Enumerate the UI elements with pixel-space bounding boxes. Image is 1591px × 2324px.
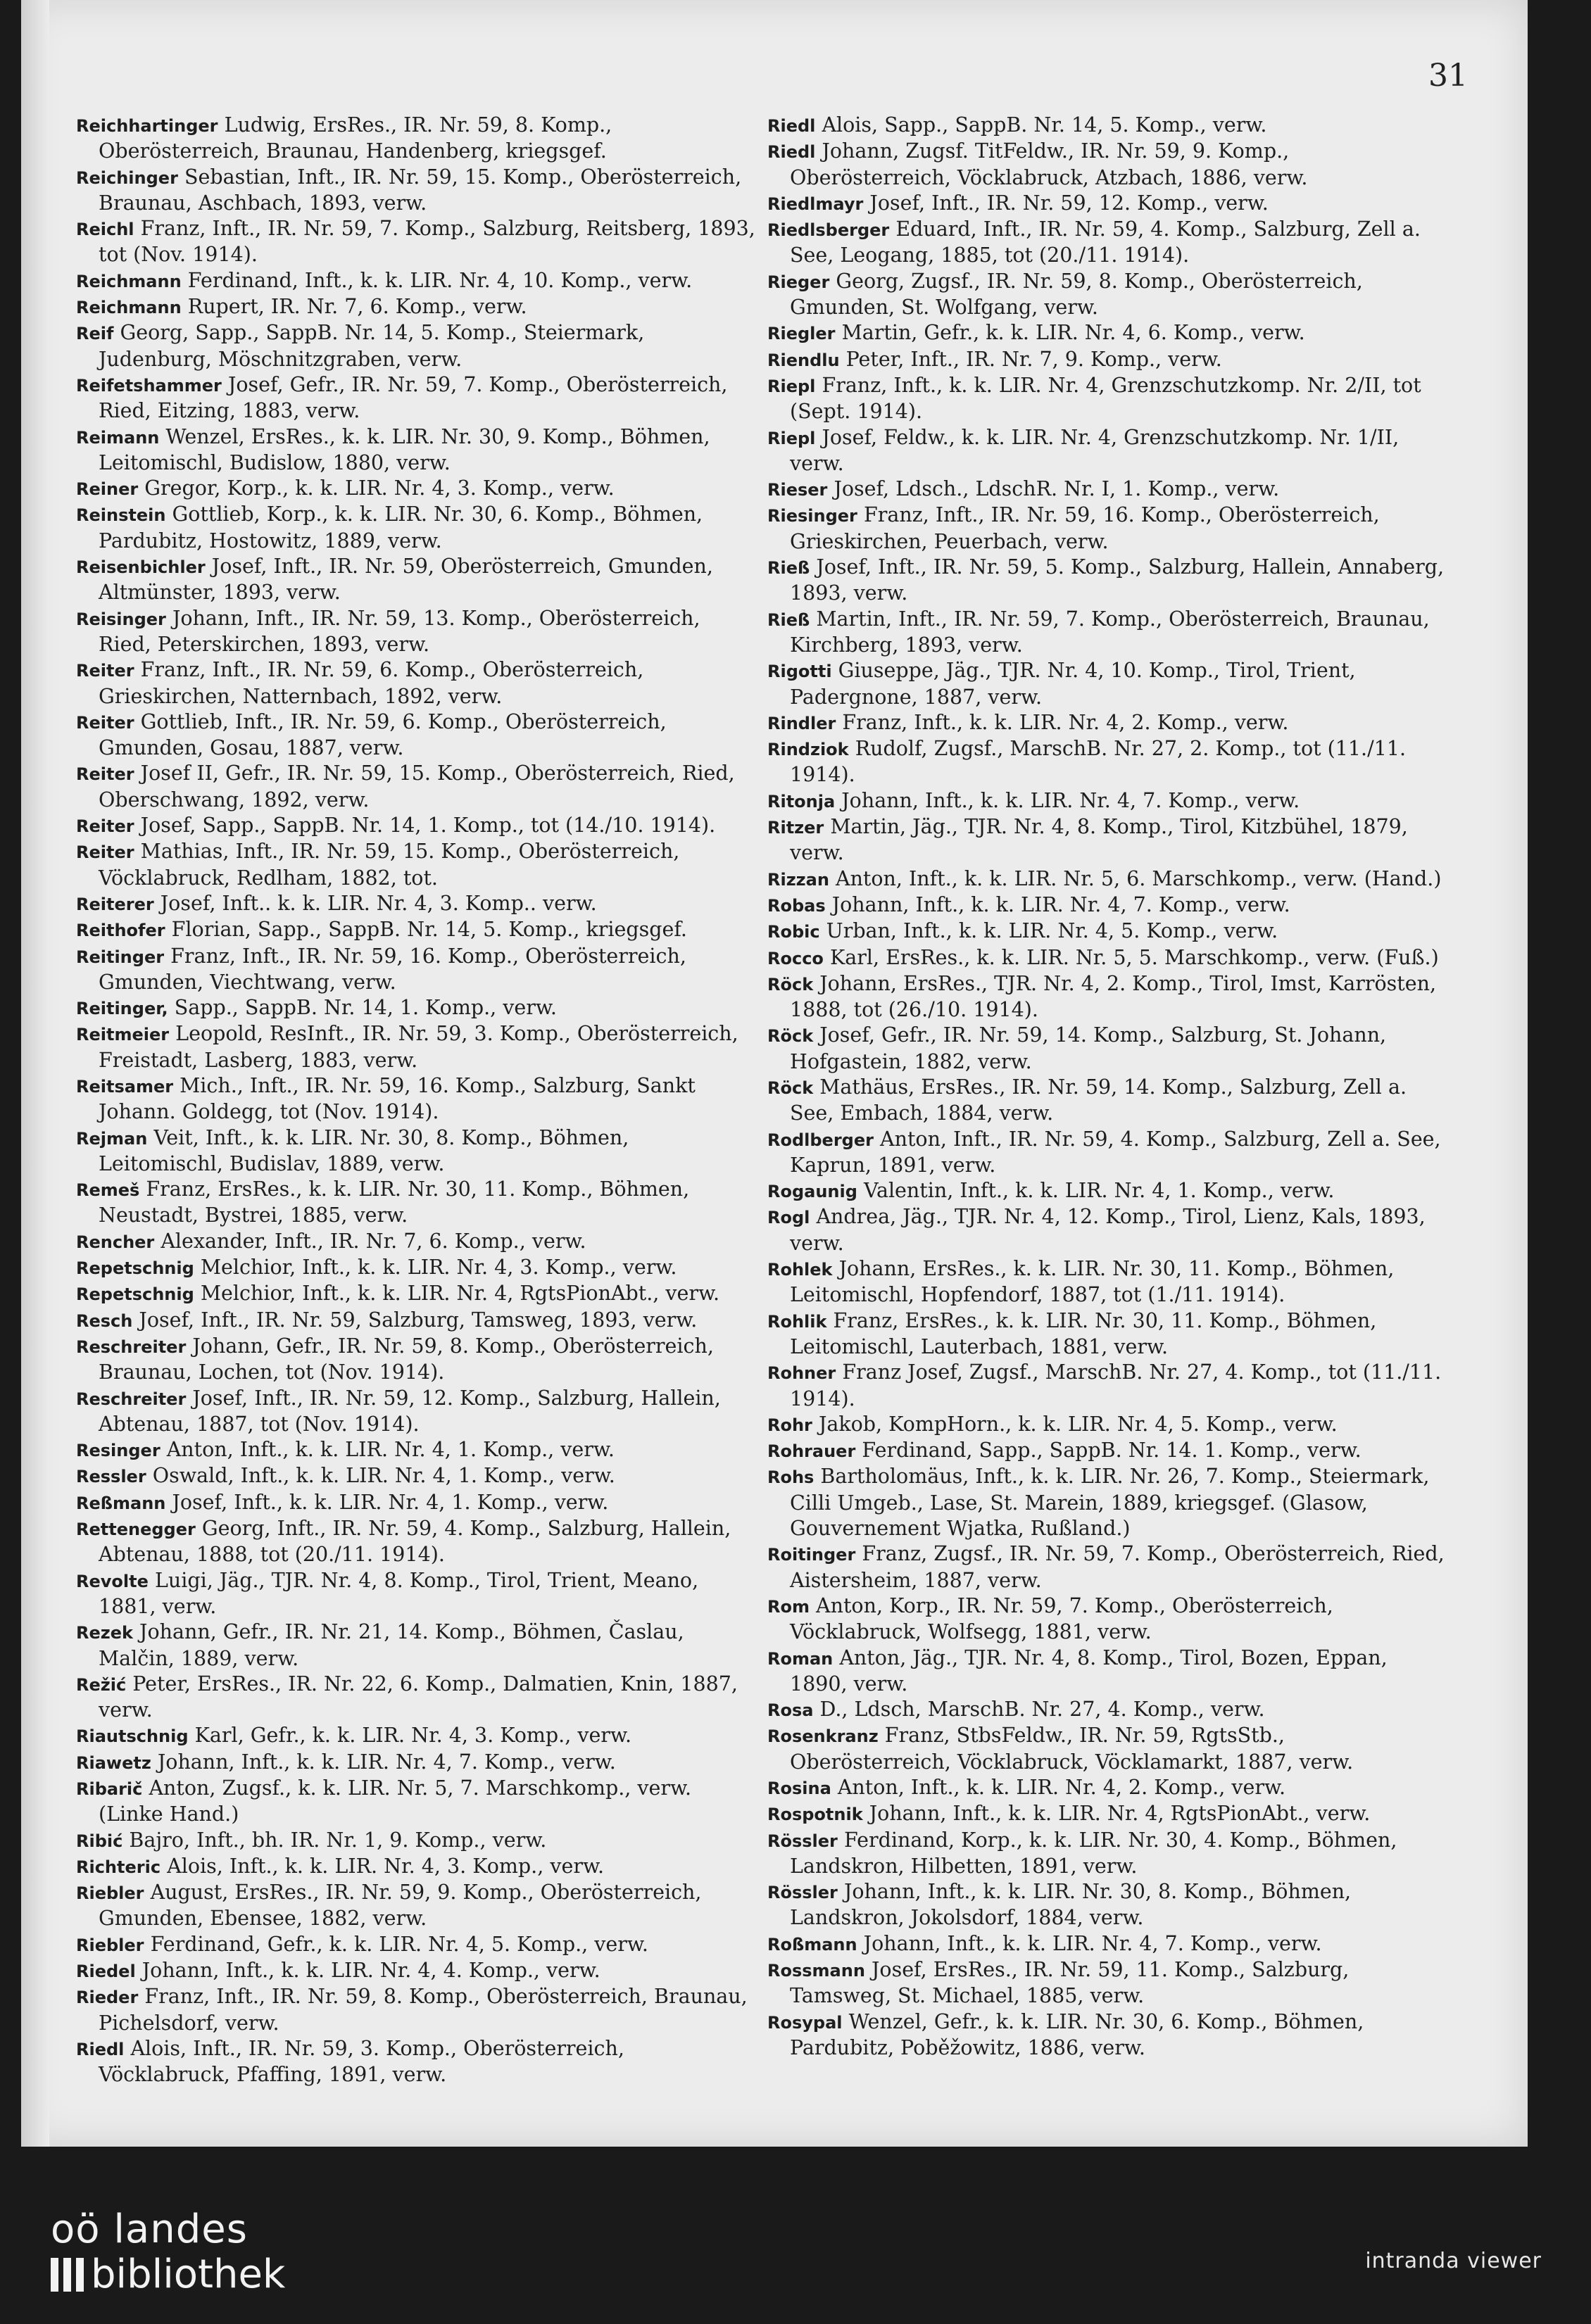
entry-surname: Rohlik — [767, 1311, 827, 1332]
entry-details: Ferdinand, Korp., k. k. LIR. Nr. 30, 4. Komp., Böhmen, Landskron, Hilbetten, 1891, verw. — [790, 1828, 1397, 1878]
entry-surname: Rohner — [767, 1363, 836, 1384]
entry-details: Franz, ErsRes., k. k. LIR. Nr. 30, 11. Komp., Böhmen, Neustadt, Bystrei, 1885, verw. — [99, 1177, 690, 1227]
register-entry — [767, 892, 1450, 918]
entry-surname: Reifetshammer — [76, 375, 222, 396]
register-entry — [767, 1828, 1450, 1880]
register-entry — [767, 347, 1450, 373]
register-entry — [76, 1854, 759, 1880]
register-entry — [767, 1204, 1450, 1256]
entry-details: Mathias, Inft., IR. Nr. 59, 15. Komp., Oberösterreich, Vöcklabruck, Redlham, 1882, tot. — [99, 840, 680, 890]
entry-surname: Riedel — [76, 1962, 136, 1982]
register-entry — [767, 476, 1450, 503]
register-entry — [76, 1334, 759, 1386]
entry-surname: Reiter — [76, 661, 134, 681]
entry-surname: Rettenegger — [76, 1520, 196, 1540]
entry-surname: Roßmann — [767, 1934, 857, 1954]
entry-details: Bartholomäus, Inft., k. k. LIR. Nr. 26, 7. Komp., Steiermark, Cilli Umgeb., Lase, St. Marein, 1889, kriegsgef. (Glasow, Gouvernement Wjatka, Rußland.) — [790, 1465, 1430, 1541]
entry-surname: Rosa — [767, 1700, 814, 1721]
entry-details: Martin, Inft., IR. Nr. 59, 7. Komp., Oberösterreich, Braunau, Kirchberg, 1893, verw. — [790, 607, 1430, 657]
entry-details: Mathäus, ErsRes., IR. Nr. 59, 14. Komp., Salzburg, Zell a. See, Embach, 1884, verw. — [790, 1075, 1407, 1125]
entry-details: Veit, Inft., k. k. LIR. Nr. 30, 8. Komp., Böhmen, Leitomischl, Budislav, 1889, verw. — [99, 1125, 629, 1175]
register-entry — [767, 1360, 1450, 1412]
entry-surname: Remeš — [76, 1180, 140, 1201]
entry-details: Alois, Sapp., SappB. Nr. 14, 5. Komp., verw. — [822, 113, 1267, 137]
entry-surname: Rossmann — [767, 1961, 865, 1981]
register-entry — [76, 891, 759, 917]
entry-surname: Reiter — [76, 842, 134, 863]
entry-surname: Rizzan — [767, 869, 829, 890]
register-entry — [76, 1776, 759, 1828]
entry-surname: Riedl — [767, 142, 816, 163]
entry-surname: Riedl — [767, 116, 816, 136]
register-entry — [767, 1931, 1450, 1957]
entry-surname: Reichhartinger — [76, 116, 218, 136]
entry-details: Gottlieb, Korp., k. k. LIR. Nr. 30, 6. Komp., Böhmen, Pardubitz, Hostowitz, 1889, verw. — [99, 503, 703, 552]
register-entry — [767, 658, 1450, 710]
entry-surname: Reisinger — [76, 609, 166, 629]
viewer-label[interactable]: intranda viewer — [1365, 2249, 1542, 2273]
entry-details: Franz, Zugsf., IR. Nr. 59, 7. Komp., Oberösterreich, Ried, Aistersheim, 1887, verw. — [790, 1542, 1445, 1592]
entry-details: Melchior, Inft., k. k. LIR. Nr. 4, RgtsPionAbt., verw. — [200, 1282, 720, 1306]
entry-details: Franz, Inft., IR. Nr. 59, 8. Komp., Oberösterreich, Braunau, Pichelsdorf, verw. — [99, 1985, 748, 2035]
entry-surname: Rieger — [767, 272, 830, 292]
entry-surname: Reiter — [76, 764, 134, 785]
register-entry — [76, 813, 759, 839]
entry-details: Johann, Inft., k. k. LIR. Nr. 4, RgtsPionAbt., verw. — [869, 1802, 1371, 1826]
entry-surname: Reitmeier — [76, 1025, 170, 1045]
entry-details: Johann, Inft., IR. Nr. 59, 13. Komp., Oberösterreich, Ried, Peterskirchen, 1893, verw. — [99, 606, 700, 656]
entry-details: Luigi, Jäg., TJR. Nr. 4, 8. Komp., Tirol, Trient, Meano, 1881, verw. — [99, 1568, 699, 1618]
register-entry — [76, 554, 759, 606]
entry-surname: Rosypal — [767, 2012, 843, 2033]
entry-details: Johann, Inft., k. k. LIR. Nr. 4, 7. Komp., verw. — [863, 1931, 1322, 1955]
entry-details: Georg, Sapp., SappB. Nr. 14, 5. Komp., Steiermark, Judenburg, Möschnitzgraben, verw. — [99, 321, 645, 371]
register-entry — [76, 216, 759, 268]
entry-surname: Roman — [767, 1648, 834, 1669]
register-entry — [767, 1464, 1450, 1541]
register-entry — [767, 1308, 1450, 1360]
entry-details: Johann, Inft., k. k. LIR. Nr. 4, 7. Komp., verw. — [841, 788, 1300, 812]
register-entry — [76, 1308, 759, 1334]
entry-surname: Reitinger — [76, 947, 165, 967]
register-entry — [767, 1412, 1450, 1438]
entry-surname: Rejman — [76, 1128, 148, 1149]
entry-surname: Röck — [767, 1078, 814, 1098]
register-entry — [76, 839, 759, 891]
entry-details: Alois, Inft., k. k. LIR. Nr. 4, 3. Komp., verw. — [167, 1854, 605, 1878]
entry-details: Johann, Inft., k. k. LIR. Nr. 4, 7. Komp., verw. — [831, 892, 1290, 916]
entry-surname: Ritzer — [767, 818, 824, 838]
register-entry — [767, 1023, 1450, 1075]
entry-details: Johann, Inft., k. k. LIR. Nr. 4, 7. Komp., verw. — [157, 1750, 616, 1774]
register-entry — [767, 1879, 1450, 1931]
entry-details: Franz, ErsRes., k. k. LIR. Nr. 30, 11. Komp., Böhmen, Leitomischl, Lauterbach, 1881, verw. — [790, 1308, 1377, 1358]
entry-details: Johann, Gefr., IR. Nr. 59, 8. Komp., Oberösterreich, Braunau, Lochen, tot (Nov. 1914). — [99, 1334, 714, 1384]
entry-surname: Reimann — [76, 427, 160, 448]
entry-details: Josef, Inft., IR. Nr. 59, 12. Komp., verw. — [869, 191, 1269, 215]
entry-details: Franz, Inft., IR. Nr. 59, 6. Komp., Oberösterreich, Grieskirchen, Natternbach, 1892, verw. — [99, 658, 644, 708]
entry-surname: Roitinger — [767, 1545, 856, 1565]
entry-surname: Robic — [767, 922, 820, 942]
entry-details: Jakob, KompHorn., k. k. LIR. Nr. 4, 5. Komp., verw. — [818, 1412, 1338, 1436]
entry-details: Franz, Inft., IR. Nr. 59, 16. Komp., Oberösterreich, Grieskirchen, Peuerbach, verw. — [790, 503, 1380, 553]
entry-details: Anton, Zugsf., k. k. LIR. Nr. 5, 7. Marschkomp., verw. (Linke Hand.) — [99, 1776, 692, 1826]
entry-details: Josef, Gefr., IR. Nr. 59, 14. Komp., Salzburg, St. Johann, Hofgastein, 1882, verw. — [790, 1023, 1387, 1073]
entry-surname: Revolte — [76, 1571, 149, 1591]
register-entry — [767, 814, 1450, 866]
entry-surname: Rodlberger — [767, 1130, 874, 1150]
entry-details: Peter, ErsRes., IR. Nr. 22, 6. Komp., Dalmatien, Knin, 1887, verw. — [99, 1672, 738, 1722]
entry-surname: Reichinger — [76, 168, 178, 188]
entry-surname: Riesinger — [767, 506, 857, 526]
register-entry — [767, 866, 1450, 892]
register-entry — [767, 1075, 1450, 1127]
entry-surname: Rogaunig — [767, 1182, 857, 1202]
entry-details: Josef, Inft.. k. k. LIR. Nr. 4, 3. Komp.. verw. — [160, 891, 597, 915]
entry-surname: Ribarič — [76, 1779, 143, 1799]
logo-line1: oö landes — [51, 2206, 248, 2252]
register-entry — [76, 1021, 759, 1073]
entry-details: Franz, Inft., k. k. LIR. Nr. 4, Grenzschutzkomp. Nr. 2/II, tot (Sept. 1914). — [790, 373, 1421, 424]
entry-surname: Resch — [76, 1311, 133, 1331]
register-entry — [76, 320, 759, 372]
entry-surname: Riegler — [767, 324, 836, 344]
entry-surname: Riawetz — [76, 1753, 151, 1773]
register-entry — [767, 607, 1450, 659]
entry-surname: Riedl — [76, 2039, 125, 2059]
entry-details: Johann, Zugsf. TitFeldw., IR. Nr. 59, 9. Komp., Oberösterreich, Vöcklabruck, Atzbach, 1886, verw. — [790, 139, 1308, 189]
entry-surname: Riedlmayr — [767, 194, 864, 214]
register-entry — [767, 139, 1450, 191]
right-column — [767, 113, 1450, 2061]
entry-surname: Reßmann — [76, 1493, 166, 1513]
entry-surname: Resinger — [76, 1441, 161, 1461]
register-entry — [767, 945, 1450, 971]
entry-surname: Rigotti — [767, 662, 832, 682]
entry-details: Gregor, Korp., k. k. LIR. Nr. 4, 3. Komp., verw. — [144, 476, 615, 500]
entry-details: Wenzel, ErsRes., k. k. LIR. Nr. 30, 9. Komp., Böhmen, Leitomischl, Budislow, 1880, verw. — [99, 424, 710, 474]
entry-details: Giuseppe, Jäg., TJR. Nr. 4, 10. Komp., Tirol, Trient, Padergnone, 1887, verw. — [790, 659, 1356, 709]
register-entry — [767, 1957, 1450, 2009]
register-entry — [767, 1723, 1450, 1775]
register-entry — [76, 1619, 759, 1672]
register-entry — [767, 269, 1450, 321]
entry-details: Josef, Inft., IR. Nr. 59, Salzburg, Tamsweg, 1893, verw. — [139, 1308, 698, 1332]
register-entry — [76, 1880, 759, 1932]
register-entry — [76, 268, 759, 294]
entry-details: Melchior, Inft., k. k. LIR. Nr. 4, 3. Komp., verw. — [200, 1256, 677, 1280]
entry-details: Georg, Inft., IR. Nr. 59, 4. Komp., Salzburg, Hallein, Abtenau, 1888, tot (20./11. 1914). — [99, 1517, 731, 1567]
register-entry — [76, 1568, 759, 1620]
entry-surname: Rössler — [767, 1883, 838, 1903]
entry-surname: Rohlek — [767, 1260, 833, 1280]
entry-details: Josef, Sapp., SappB. Nr. 14, 1. Komp., tot (14./10. 1914). — [140, 814, 716, 838]
register-entry — [767, 971, 1450, 1023]
entry-details: Anton, Inft., k. k. LIR. Nr. 5, 6. Marschkomp., verw. (Hand.) — [836, 866, 1442, 890]
entry-surname: Riebler — [76, 1935, 144, 1955]
entry-surname: Riebler — [76, 1883, 144, 1904]
register-entry — [76, 917, 759, 943]
entry-details: D., Ldsch, MarschB. Nr. 27, 4. Komp., verw. — [819, 1698, 1265, 1722]
entry-surname: Rieß — [767, 558, 810, 579]
entry-surname: Rindler — [767, 713, 836, 733]
entry-details: Valentin, Inft., k. k. LIR. Nr. 4, 1. Komp., verw. — [863, 1179, 1335, 1203]
entry-details: Urban, Inft., k. k. LIR. Nr. 4, 5. Komp., verw. — [826, 919, 1278, 943]
entry-details: Mich., Inft., IR. Nr. 59, 16. Komp., Salzburg, Sankt Johann. Goldegg, tot (Nov. 1914). — [99, 1073, 696, 1124]
register-entry — [767, 1127, 1450, 1179]
entry-surname: Rosenkranz — [767, 1726, 879, 1747]
entry-surname: Robas — [767, 895, 826, 916]
register-entry — [76, 944, 759, 996]
register-entry — [76, 294, 759, 320]
register-entry — [76, 476, 759, 502]
entry-details: Josef, Inft., IR. Nr. 59, 12. Komp., Salzburg, Hallein, Abtenau, 1887, tot (Nov. 1914). — [99, 1386, 721, 1436]
entry-surname: Rieder — [76, 1988, 139, 2008]
entry-details: Josef, Inft., k. k. LIR. Nr. 4, 1. Komp., verw. — [172, 1490, 609, 1514]
entry-details: Franz, Inft., IR. Nr. 59, 16. Komp., Oberösterreich, Gmunden, Viechtwang, verw. — [99, 944, 686, 994]
entry-surname: Rieß — [767, 610, 810, 630]
entry-details: Josef, ErsRes., IR. Nr. 59, 11. Komp., Salzburg, Tamsweg, St. Michael, 1885, verw. — [790, 1958, 1350, 2008]
register-entry — [76, 1672, 759, 1724]
entry-details: Sapp., SappB. Nr. 14, 1. Komp., verw. — [174, 996, 557, 1020]
entry-details: Franz, Inft., IR. Nr. 59, 7. Komp., Salzburg, Reitsberg, 1893, tot (Nov. 1914). — [99, 217, 755, 267]
register-entry — [76, 1516, 759, 1568]
register-entry — [76, 1490, 759, 1516]
entry-surname: Rencher — [76, 1232, 155, 1252]
entry-surname: Rogl — [767, 1208, 810, 1228]
entry-details: Ludwig, ErsRes., IR. Nr. 59, 8. Komp., Oberösterreich, Braunau, Handenberg, kriegsgef. — [99, 113, 612, 163]
entry-surname: Reichmann — [76, 298, 182, 318]
register-entry — [767, 1775, 1450, 1801]
register-entry — [76, 165, 759, 217]
scanned-page — [21, 0, 1528, 2147]
entry-surname: Rom — [767, 1596, 810, 1617]
entry-details: Anton, Korp., IR. Nr. 59, 7. Komp., Oberösterreich, Vöcklabruck, Wolfsegg, 1881, verw. — [790, 1593, 1333, 1644]
entry-details: Ferdinand, Gefr., k. k. LIR. Nr. 4, 5. Komp., verw. — [150, 1932, 648, 1956]
register-entry — [767, 1178, 1450, 1204]
register-entry — [767, 113, 1450, 139]
register-entry — [767, 1697, 1450, 1723]
entry-details: Johann, ErsRes., TJR. Nr. 4, 2. Komp., Tirol, Imst, Karrösten, 1888, tot (26./10. 1914). — [790, 971, 1437, 1022]
register-entry — [76, 995, 759, 1021]
entry-details: Ferdinand, Inft., k. k. LIR. Nr. 4, 10. Komp., verw. — [187, 268, 693, 292]
register-entry — [767, 555, 1450, 607]
register-entry — [767, 788, 1450, 814]
register-entry — [76, 502, 759, 554]
register-entry — [767, 1541, 1450, 1593]
register-entry — [76, 1437, 759, 1463]
entry-details: Johann, Inft., k. k. LIR. Nr. 4, 4. Komp., verw. — [142, 1959, 600, 1983]
register-entry — [76, 1125, 759, 1177]
logo-line2-wrap — [51, 2252, 285, 2297]
entry-surname: Reif — [76, 324, 114, 344]
register-entry — [767, 425, 1450, 477]
register-entry — [76, 1255, 759, 1281]
entry-surname: Rocco — [767, 948, 824, 968]
entry-surname: Ressler — [76, 1467, 146, 1487]
entry-surname: Rohs — [767, 1467, 815, 1488]
entry-details: Karl, ErsRes., k. k. LIR. Nr. 5, 5. Marschkomp., verw. (Fuß.) — [829, 945, 1439, 969]
register-entry — [767, 320, 1450, 346]
register-entry — [76, 1177, 759, 1229]
entry-surname: Riepl — [767, 428, 816, 448]
register-entry — [767, 1593, 1450, 1646]
entry-details: Johann, ErsRes., k. k. LIR. Nr. 30, 11. Komp., Böhmen, Leitomischl, Hopfendorf, 1887, tot (1./11. 1914). — [790, 1257, 1395, 1307]
entry-details: Martin, Gefr., k. k. LIR. Nr. 4, 6. Komp., verw. — [841, 321, 1305, 345]
entry-surname: Riendlu — [767, 350, 840, 370]
register-entry — [767, 503, 1450, 555]
entry-details: Andrea, Jäg., TJR. Nr. 4, 12. Komp., Tirol, Lienz, Kals, 1893, verw. — [790, 1205, 1426, 1255]
register-entry — [76, 1281, 759, 1307]
register-entry — [76, 2036, 759, 2088]
entry-surname: Röck — [767, 974, 814, 994]
library-logo[interactable] — [51, 2207, 285, 2297]
entry-surname: Reiter — [76, 816, 134, 837]
entry-surname: Rohrauer — [767, 1441, 856, 1462]
register-entry — [76, 1463, 759, 1489]
entry-details: Josef, Feldw., k. k. LIR. Nr. 4, Grenzschutzkomp. Nr. 1/II, verw. — [790, 425, 1400, 475]
entry-surname: Reiner — [76, 479, 139, 500]
entry-surname: Reitinger, — [76, 999, 168, 1019]
entry-surname: Riedlsberger — [767, 220, 890, 241]
entry-surname: Repetschnig — [76, 1258, 194, 1279]
entry-details: Johann, Inft., k. k. LIR. Nr. 30, 8. Komp., Böhmen, Landskron, Jokolsdorf, 1884, verw. — [790, 1880, 1352, 1930]
entry-details: Franz Josef, Zugsf., MarschB. Nr. 27, 4. Komp., tot (11./11. 1914). — [790, 1360, 1442, 1410]
entry-details: Rupert, IR. Nr. 7, 6. Komp., verw. — [187, 295, 527, 319]
entry-surname: Rosina — [767, 1779, 831, 1798]
entry-surname: Rindziok — [767, 740, 849, 760]
entry-surname: Ritonja — [767, 791, 836, 811]
register-entry — [76, 424, 759, 476]
register-entry — [76, 1386, 759, 1438]
entry-details: Eduard, Inft., IR. Nr. 59, 4. Komp., Salzburg, Zell a. See, Leogang, 1885, tot (20./11. 1914). — [790, 217, 1421, 267]
register-entry — [76, 372, 759, 424]
entry-surname: Richteric — [76, 1857, 161, 1877]
entry-details: Gottlieb, Inft., IR. Nr. 59, 6. Komp., Oberösterreich, Gmunden, Gosau, 1887, verw. — [99, 709, 667, 760]
entry-details: Leopold, ResInft., IR. Nr. 59, 3. Komp., Oberösterreich, Freistadt, Lasberg, 1883, verw. — [99, 1022, 738, 1072]
entry-details: Wenzel, Gefr., k. k. LIR. Nr. 30, 6. Komp., Böhmen, Pardubitz, Poběžowitz, 1886, verw. — [790, 2009, 1364, 2059]
entry-surname: Reisenbichler — [76, 557, 206, 578]
entry-surname: Reichl — [76, 220, 134, 240]
register-entry — [76, 1073, 759, 1125]
entry-details: Josef, Gefr., IR. Nr. 59, 7. Komp., Oberösterreich, Ried, Eitzing, 1883, verw. — [99, 372, 728, 423]
entry-details: Josef, Ldsch., LdschR. Nr. I, 1. Komp., verw. — [834, 477, 1280, 501]
entry-details: Josef II, Gefr., IR. Nr. 59, 15. Komp., Oberösterreich, Ried, Oberschwang, 1892, verw. — [99, 762, 735, 811]
entry-surname: Riepl — [767, 376, 816, 396]
entry-surname: Rezek — [76, 1623, 133, 1643]
entry-details: Anton, Inft., k. k. LIR. Nr. 4, 1. Komp., verw. — [166, 1438, 615, 1462]
entry-details: Anton, Inft., IR. Nr. 59, 4. Komp., Salzburg, Zell a. See, Kaprun, 1891, verw. — [790, 1127, 1441, 1177]
entry-details: Josef, Inft., IR. Nr. 59, 5. Komp., Salzburg, Hallein, Annaberg, 1893, verw. — [790, 555, 1445, 605]
entry-details: Johann, Gefr., IR. Nr. 21, 14. Komp., Böhmen, Časlau, Malčin, 1889, verw. — [99, 1620, 684, 1670]
register-entry — [767, 373, 1450, 425]
register-entry — [76, 113, 759, 165]
register-entry — [76, 1932, 759, 1958]
entry-surname: Reichmann — [76, 271, 182, 291]
entry-surname: Röck — [767, 1026, 814, 1047]
register-entry — [76, 761, 759, 813]
entry-surname: Rieser — [767, 480, 828, 500]
entry-surname: Ribić — [76, 1831, 123, 1851]
register-entry — [76, 1229, 759, 1255]
entry-details: Alexander, Inft., IR. Nr. 7, 6. Komp., verw. — [161, 1229, 586, 1253]
entry-surname: Reschreiter — [76, 1389, 187, 1409]
entry-surname: Reinstein — [76, 505, 166, 526]
register-entry — [76, 657, 759, 709]
entry-details: Rudolf, Zugsf., MarschB. Nr. 27, 2. Komp., tot (11./11. 1914). — [790, 737, 1407, 787]
entry-details: Sebastian, Inft., IR. Nr. 59, 15. Komp., Oberösterreich, Braunau, Aschbach, 1893, verw. — [99, 165, 742, 215]
register-entry — [767, 191, 1450, 217]
entry-details: Anton, Jäg., TJR. Nr. 4, 8. Komp., Tirol, Bozen, Eppan, 1890, verw. — [790, 1646, 1388, 1695]
register-entry — [767, 1256, 1450, 1308]
entry-surname: Reitsamer — [76, 1076, 174, 1097]
entry-details: Peter, Inft., IR. Nr. 7, 9. Komp., verw. — [845, 347, 1222, 371]
register-entry — [767, 710, 1450, 736]
entry-details: Florian, Sapp., SappB. Nr. 14, 5. Komp., kriegsgef. — [171, 918, 687, 942]
entry-details: Anton, Inft., k. k. LIR. Nr. 4, 2. Komp., verw. — [837, 1776, 1286, 1799]
entry-surname: Rohr — [767, 1415, 812, 1435]
entry-details: Bajro, Inft., bh. IR. Nr. 1, 9. Komp., verw. — [129, 1828, 547, 1852]
entry-details: Karl, Gefr., k. k. LIR. Nr. 4, 3. Komp., verw. — [194, 1724, 632, 1748]
register-entry — [767, 217, 1450, 269]
entry-surname: Reschreiter — [76, 1337, 187, 1357]
entry-details: August, ErsRes., IR. Nr. 59, 9. Komp., Oberösterreich, Gmunden, Ebensee, 1882, verw. — [99, 1881, 702, 1931]
entry-details: Alois, Inft., IR. Nr. 59, 3. Komp., Oberösterreich, Vöcklabruck, Pfaffing, 1891, verw. — [99, 2036, 624, 2087]
entry-details: Josef, Inft., IR. Nr. 59, Oberösterreich, Gmunden, Altmünster, 1893, verw. — [99, 555, 713, 605]
register-entry — [76, 1958, 759, 1984]
logo-bars-icon — [51, 2258, 84, 2292]
register-entry — [767, 736, 1450, 788]
register-entry — [767, 918, 1450, 945]
register-entry — [767, 1646, 1450, 1698]
entry-surname: Repetschnig — [76, 1284, 194, 1305]
entry-details: Franz, Inft., k. k. LIR. Nr. 4, 2. Komp., verw. — [842, 710, 1289, 734]
entry-details: Oswald, Inft., k. k. LIR. Nr. 4, 1. Komp., verw. — [152, 1464, 615, 1488]
entry-details: Franz, StbsFeldw., IR. Nr. 59, RgtsStb., Oberösterreich, Vöcklabruck, Vöcklamarkt, 1887, verw. — [790, 1724, 1354, 1774]
entry-surname: Reiter — [76, 712, 134, 733]
entry-surname: Riautschnig — [76, 1726, 189, 1747]
entry-surname: Režić — [76, 1674, 127, 1695]
entry-surname: Rospotnik — [767, 1805, 863, 1825]
register-entry — [76, 1750, 759, 1776]
entry-details: Martin, Jäg., TJR. Nr. 4, 8. Komp., Tirol, Kitzbühel, 1879, verw. — [790, 815, 1408, 865]
entry-surname: Rössler — [767, 1831, 838, 1851]
entry-surname: Reiterer — [76, 894, 154, 914]
register-entry — [767, 1438, 1450, 1464]
register-entry — [76, 606, 759, 658]
page-number: 31 — [1428, 58, 1468, 94]
register-entry — [76, 1984, 759, 2036]
left-column — [76, 113, 759, 2088]
entry-details: Georg, Zugsf., IR. Nr. 59, 8. Komp., Oberösterreich, Gmunden, St. Wolfgang, verw. — [790, 269, 1363, 320]
register-entry — [76, 709, 759, 762]
register-entry — [767, 1801, 1450, 1827]
register-entry — [76, 1723, 759, 1749]
logo-line2: bibliothek — [91, 2252, 286, 2297]
entry-surname: Reithofer — [76, 921, 165, 941]
register-entry — [767, 2009, 1450, 2061]
register-entry — [76, 1828, 759, 1854]
entry-details: Ferdinand, Sapp., SappB. Nr. 14. 1. Komp., verw. — [862, 1439, 1362, 1463]
